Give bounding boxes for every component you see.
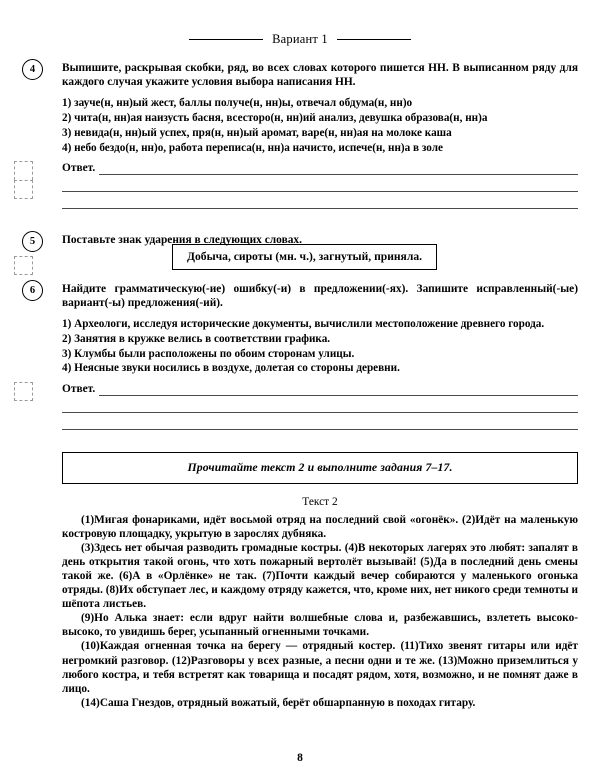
running-header bbox=[0, 31, 600, 47]
task-6 bbox=[29, 282, 578, 437]
task-4-answer-input-3[interactable] bbox=[62, 192, 578, 209]
task-number-5: 5 bbox=[22, 231, 43, 252]
task-4-answer-label: Ответ. bbox=[62, 161, 96, 174]
task-6-answer-input-2[interactable] bbox=[62, 396, 578, 413]
task-5 bbox=[29, 233, 578, 270]
variant-title: Вариант 1 bbox=[272, 31, 328, 46]
task-4-options bbox=[62, 96, 578, 154]
score-cell[interactable] bbox=[14, 256, 33, 275]
task-4-answer-area bbox=[62, 162, 578, 216]
task-4-prompt: Выпишите, раскрывая скобки, ряд, во всех словах которого пишется НН. В выписанном ряду для каждого случая укажите условия выбора написания НН. bbox=[62, 62, 578, 89]
task-6-answer-input-1[interactable] bbox=[99, 383, 578, 396]
task-6-answer-area bbox=[62, 383, 578, 437]
task-6-answer-input-3[interactable] bbox=[62, 413, 578, 430]
task-6-options bbox=[62, 317, 578, 375]
task-6-score-boxes[interactable] bbox=[14, 382, 33, 401]
task-number-6: 6 bbox=[22, 280, 43, 301]
page-number: 8 bbox=[297, 752, 303, 764]
task-6-option-2[interactable]: 2) Занятия в кружке велись в соответствии графика. bbox=[62, 333, 331, 346]
task-6-answer-first-line bbox=[62, 383, 578, 396]
task-4-option-3[interactable]: 3) невида(н, нн)ый успех, пря(н, нн)ый аромат, варе(н, нн)ая на молоке каша bbox=[62, 126, 452, 139]
task-4 bbox=[29, 61, 578, 216]
task-6-option-3[interactable]: 3) Клумбы были расположены по обоим сторонам улицы. bbox=[62, 347, 355, 360]
score-cell[interactable] bbox=[14, 161, 33, 180]
header-rule-right bbox=[337, 39, 411, 40]
task-5-word-box: Добыча, сироты (мн. ч.), загнутый, приняла. bbox=[172, 244, 437, 270]
reading-paragraph: (10)Каждая огненная точка на берегу — отрядный костер. (11)Тихо звенят гитары или идёт негромкий разговор. (12)Разговоры у всех разные, а песни одни и те же. (13)Можно приземлиться у любого костра, и тебя встретят как товарища и посадят рядом, хотя, возможно, и не помнят даже в лицо. bbox=[62, 640, 578, 695]
score-cell[interactable] bbox=[14, 382, 33, 401]
reading-text-body bbox=[62, 513, 578, 710]
task-4-option-2[interactable]: 2) чита(н, нн)ая наизусть басня, всесторо(н, нн)ий анализ, девушка образова(н, нн)а bbox=[62, 112, 488, 125]
task-6-option-1[interactable]: 1) Археологи, исследуя исторические документы, вычислили местоположение древнего города. bbox=[62, 318, 545, 331]
task-5-prompt: Поставьте знак ударения в следующих словах. bbox=[62, 233, 302, 246]
task-4-option-4[interactable]: 4) небо бездо(н, нн)о, работа переписа(н, нн)а начисто, испече(н, нн)а в золе bbox=[62, 141, 443, 154]
page-content bbox=[0, 61, 600, 710]
task-4-answer-input-2[interactable] bbox=[62, 175, 578, 192]
reading-paragraph: (1)Мигая фонариками, идёт восьмой отряд на последний свой «огонёк». (2)Идёт на маленькую костровую площадку, укрытую в зарослях дубняка. bbox=[62, 513, 578, 540]
reading-paragraph: (9)Но Алька знает: если вдруг найти волшебные слова и, разбежавшись, взлететь высоко-высоко, то увидишь берег, усыпанный огненными точками. bbox=[62, 612, 578, 639]
reading-paragraph: (3)Здесь нет обычая разводить громадные костры. (4)В некоторых лагерях это любят: запалят в день открытия такой огонь, что хоть пожарный вертолёт вызывай! (5)Да в последний день смены такой же. (6)А в «Орлёнке» не так. (7)Почти каждый вечер собираются у маленького огонька отряды. (8)Их обступает лес, и каждому отряду кажется, что, кроме них, нет никого среди темноты и шёпота листьев. bbox=[62, 541, 578, 611]
task-6-prompt: Найдите грамматическую(-ие) ошибку(-и) в предложении(-ях). Запишите исправленный(-ые) вариант(-ы) предложения(-ий). bbox=[62, 282, 578, 310]
task-number-4: 4 bbox=[22, 59, 43, 80]
reading-text-title: Текст 2 bbox=[302, 495, 338, 508]
task-4-answer-first-line bbox=[62, 162, 578, 175]
task-4-answer-input-1[interactable] bbox=[99, 162, 578, 175]
reading-paragraph: (14)Саша Гнездов, отрядный вожатый, берёт обшарпанную в походах гитару. bbox=[81, 696, 476, 709]
task-6-answer-label: Ответ. bbox=[62, 382, 96, 395]
task-4-option-1[interactable]: 1) зауче(н, нн)ый жест, баллы получе(н, нн)ы, отвечал обдума(н, нн)о bbox=[62, 97, 413, 110]
task-4-score-boxes[interactable] bbox=[14, 161, 33, 199]
workbook-page bbox=[0, 31, 600, 781]
task-6-option-4[interactable]: 4) Неясные звуки носились в воздухе, долетая со стороны деревни. bbox=[62, 362, 400, 375]
score-cell[interactable] bbox=[14, 180, 33, 199]
reading-instruction-banner: Прочитайте текст 2 и выполните задания 7–17. bbox=[62, 452, 578, 484]
header-rule-left bbox=[189, 39, 263, 40]
